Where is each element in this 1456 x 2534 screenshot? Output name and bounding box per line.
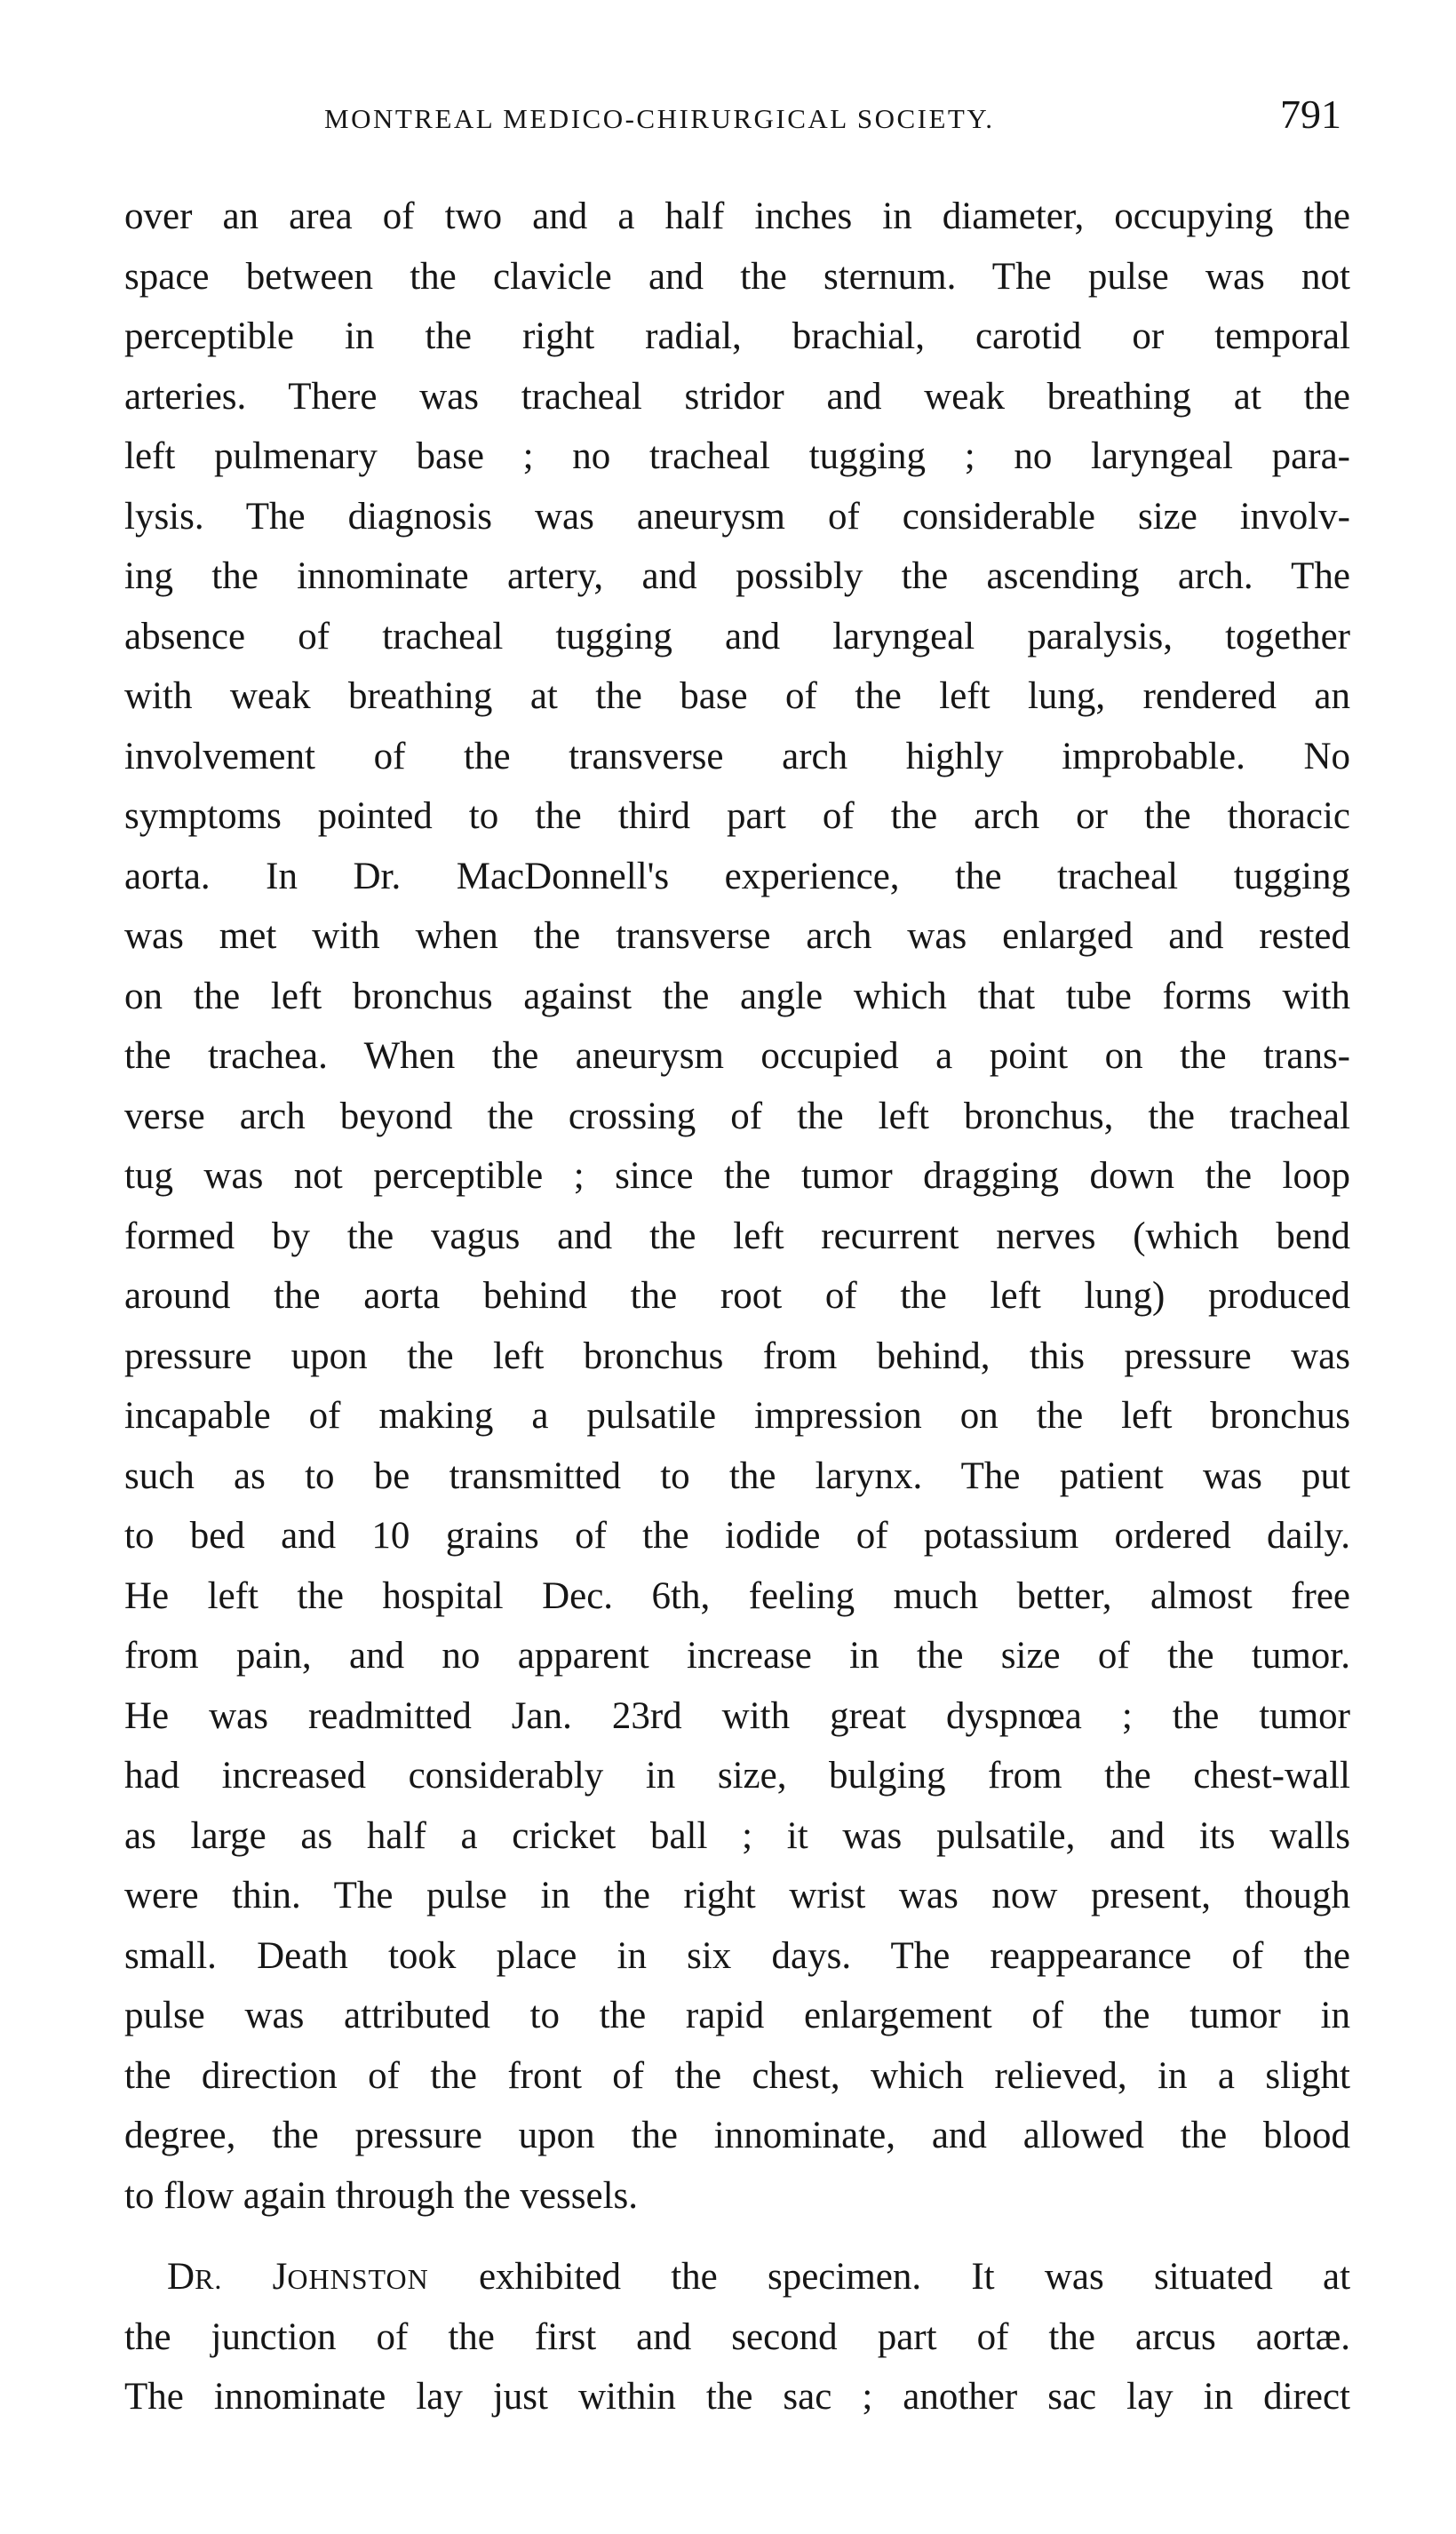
text-line: on the left bronchus against the angle which that tube forms with xyxy=(124,975,1350,1017)
speaker-name-rest: OHNSTON xyxy=(287,2263,429,2295)
first-line-text: exhibited the specimen. It was situated at xyxy=(478,2256,1351,2298)
paragraph-gap xyxy=(124,2226,1350,2247)
text-line: perceptible in the right radial, brachial, carotid or temporal xyxy=(124,315,1350,357)
text-line: left pulmenary base ; no tracheal tugging ; no laryngeal para- xyxy=(124,435,1350,477)
text-line: space between the clavicle and the sternum. The pulse was not xyxy=(124,255,1350,298)
text-line: with weak breathing at the base of the left lung, rendered an xyxy=(124,675,1350,717)
text-line: as large as half a cricket ball ; it was pulsatile, and its walls xyxy=(124,1814,1350,1857)
text-line: symptoms pointed to the third part of the arch or the thoracic xyxy=(124,795,1350,837)
text-line: aorta. In Dr. MacDonnell's experience, the tracheal tugging xyxy=(124,855,1350,897)
speaker-abbrev-rest: R. xyxy=(195,2263,223,2295)
text-line: involvement of the transverse arch highly improbable. No xyxy=(124,735,1350,777)
speaker-abbrev-initial: D xyxy=(167,2256,195,2298)
text-line: incapable of making a pulsatile impression on the left bronchus xyxy=(124,1395,1350,1437)
text-line: degree, the pressure upon the innominate, and allowed the blood xyxy=(124,2115,1350,2156)
text-line: small. Death took place in six days. The reappearance of the xyxy=(124,1934,1350,1977)
text-line: had increased considerably in size, bulging from the chest-wall xyxy=(124,1755,1350,1797)
speaker-name xyxy=(167,2256,429,2298)
text-line: pressure upon the left bronchus from behind, this pressure was xyxy=(124,1335,1350,1377)
text-line: such as to be transmitted to the larynx. The patient was put xyxy=(124,1454,1350,1497)
paragraph-2-first-line xyxy=(124,2247,1350,2307)
text-line: formed by the vagus and the left recurrent nerves (which bend xyxy=(124,1215,1350,1257)
text-line: were thin. The pulse in the right wrist was now present, though xyxy=(124,1875,1350,1916)
paragraph-1 xyxy=(124,187,1350,2226)
text-line: tug was not perceptible ; since the tumor dragging down the loop xyxy=(124,1155,1350,1197)
text-line: to bed and 10 grains of the iodide of potassium ordered daily. xyxy=(124,1515,1350,1557)
text-line: arteries. There was tracheal stridor and weak breathing at the xyxy=(124,375,1350,418)
text-line: The innominate lay just within the sac ; another sac lay in direct xyxy=(124,2376,1350,2418)
running-title: MONTREAL MEDICO-CHIRURGICAL SOCIETY. xyxy=(324,103,995,134)
text-line: from pain, and no apparent increase in the size of the tumor. xyxy=(124,1635,1350,1677)
speaker-name-initial: J xyxy=(272,2256,288,2298)
running-head xyxy=(115,89,1341,142)
text-line: ing the innominate artery, and possibly the ascending arch. The xyxy=(124,555,1350,597)
text-line: the trachea. When the aneurysm occupied a point on the trans- xyxy=(124,1035,1350,1077)
text-line: He was readmitted Jan. 23rd with great dyspnœa ; the tumor xyxy=(124,1694,1350,1737)
text-line: verse arch beyond the crossing of the left bronchus, the tracheal xyxy=(124,1095,1350,1137)
text-line: He left the hospital Dec. 6th, feeling much better, almost free xyxy=(124,1574,1350,1617)
page-number: 791 xyxy=(1280,92,1341,137)
text-line: was met with when the transverse arch was enlarged and rested xyxy=(124,915,1350,957)
text-line: around the aorta behind the root of the left lung) produced xyxy=(124,1275,1350,1317)
text-line: to flow again through the vessels. xyxy=(124,2174,639,2217)
paragraph-2 xyxy=(124,2247,1350,2427)
text-line: lysis. The diagnosis was aneurysm of considerable size involv- xyxy=(124,495,1350,538)
text-line: pulse was attributed to the rapid enlargement of the tumor in xyxy=(124,1995,1350,2036)
text-line: absence of tracheal tugging and laryngeal paralysis, together xyxy=(124,615,1350,657)
text-line: the junction of the first and second part of the arcus aortæ. xyxy=(124,2315,1350,2358)
text-line: over an area of two and a half inches in diameter, occupying the xyxy=(124,195,1350,237)
text-line: the direction of the front of the chest, which relieved, in a slight xyxy=(124,2054,1350,2097)
body-text xyxy=(124,187,1350,2427)
